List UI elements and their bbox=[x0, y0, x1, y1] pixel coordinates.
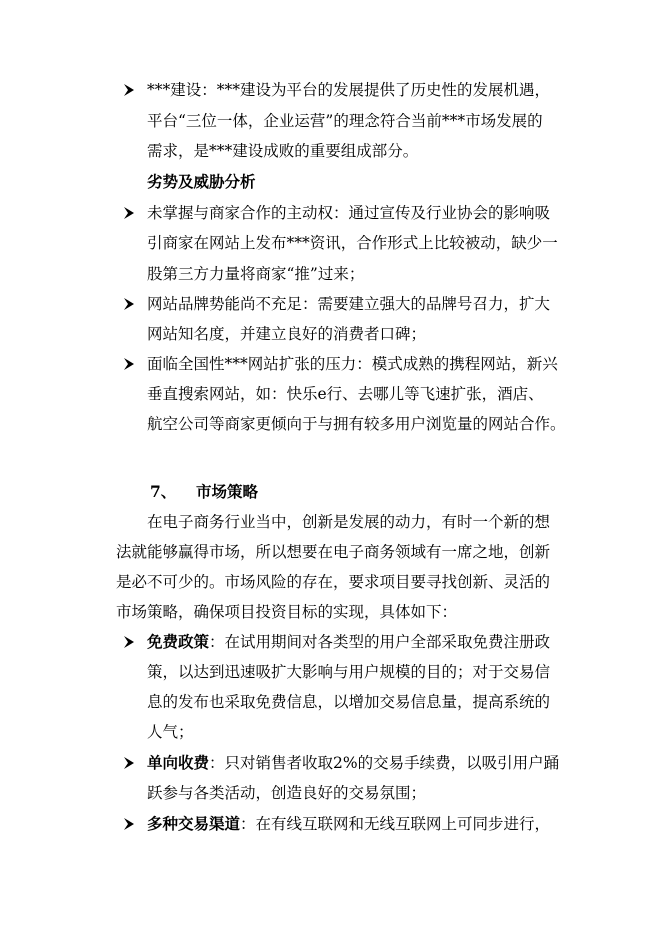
text-line: ***建设：***建设为平台的发展提供了历史性的发展机遇， bbox=[147, 81, 551, 99]
text-line: 跃参与各类活动，创造良好的交易氛围； bbox=[147, 784, 427, 802]
text-line: 网站品牌势能尚不充足：需要建立强大的品牌号召力，扩大 bbox=[147, 295, 551, 313]
section-heading: 市场策略 bbox=[196, 482, 259, 501]
arrowhead-bullet-icon bbox=[122, 294, 138, 314]
arrowhead-bullet-icon bbox=[122, 814, 138, 834]
text-line: 面临全国性***网站扩张的压力：模式成熟的携程网站，新兴 bbox=[147, 355, 558, 373]
arrowhead-bullet-icon bbox=[122, 354, 138, 374]
section-number: 7、 bbox=[150, 482, 177, 501]
paragraph-line: 法就能够赢得市场，所以想要在电子商务领域有一席之地，创新 bbox=[116, 543, 551, 561]
text-line: 航空公司等商家更倾向于与拥有较多用户浏览量的网站合作。 bbox=[147, 415, 566, 433]
text-line bbox=[147, 753, 559, 773]
arrowhead-bullet-icon bbox=[122, 203, 138, 223]
item-text: ：在试用期间对各类型的用户全部采取免费注册政 bbox=[209, 633, 551, 651]
text-line: 未掌握与商家合作的主动权：通过宣传及行业协会的影响吸 bbox=[147, 204, 551, 222]
arrowhead-bullet-icon bbox=[122, 80, 138, 100]
text-line bbox=[147, 814, 550, 834]
item-label: 单向收费 bbox=[147, 753, 210, 772]
section-heading: 劣势及威胁分析 bbox=[147, 172, 256, 191]
text-line: 垂直搜索网站，如：快乐e行、去哪儿等飞速扩张，酒店、 bbox=[147, 385, 544, 403]
text-line: 人气； bbox=[147, 723, 194, 741]
paragraph-line: 是必不可少的。市场风险的存在，要求项目要寻找创新、灵活的 bbox=[116, 573, 551, 591]
item-text: ：在有线互联网和无线互联网上可同步进行， bbox=[240, 815, 551, 833]
paragraph-line: 在电子商务行业当中，创新是发展的动力，有时一个新的想 bbox=[147, 513, 551, 531]
text-line: 平台“三位一体，企业运营”的理念符合当前***市场发展的 bbox=[147, 112, 543, 130]
item-text: ：只对销售者收取2%的交易手续费，以吸引用户踊 bbox=[209, 754, 560, 772]
text-line bbox=[147, 632, 550, 652]
item-label: 多种交易渠道 bbox=[147, 814, 241, 833]
text-line: 策，以达到迅速吸扩大影响与用户规模的目的；对于交易信 bbox=[147, 663, 551, 681]
text-line: 股第三方力量将商家“推”过来； bbox=[147, 265, 365, 283]
text-line: 需求，是***建设成败的重要组成部分。 bbox=[147, 142, 419, 160]
arrowhead-bullet-icon bbox=[122, 753, 138, 773]
text-line: 引商家在网站上发布***资讯，合作形式上比较被动，缺少一 bbox=[147, 234, 558, 252]
text-line: 息的发布也采取免费信息，以增加交易信息量，提高系统的 bbox=[147, 693, 551, 711]
arrowhead-bullet-icon bbox=[122, 632, 138, 652]
text-line: 网站知名度，并建立良好的消费者口碑； bbox=[147, 325, 427, 343]
item-label: 免费政策 bbox=[147, 632, 210, 651]
paragraph-line: 市场策略，确保项目投资目标的实现，具体如下： bbox=[116, 603, 458, 621]
